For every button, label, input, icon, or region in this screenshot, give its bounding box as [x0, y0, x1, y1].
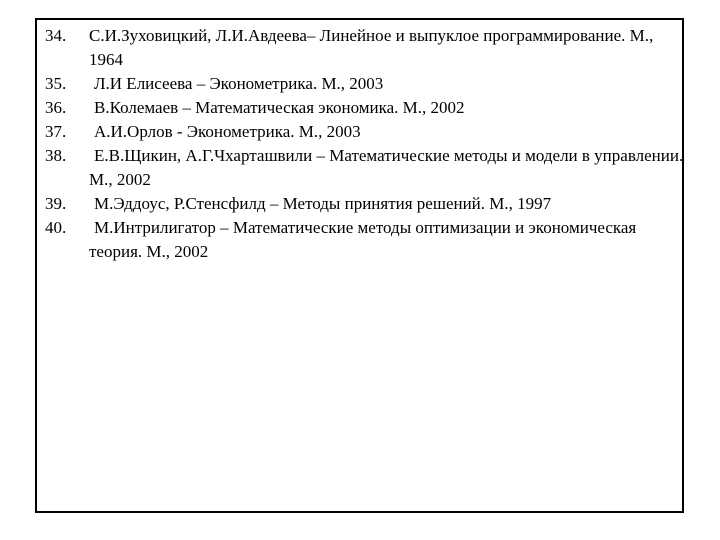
- reference-item: [45, 24, 685, 72]
- reference-number: 35.: [45, 74, 67, 93]
- reference-text: С.И.Зуховицкий, Л.И.Авдеева– Линейное и выпуклое программирование. М., 1964: [89, 26, 654, 69]
- reference-number: 38.: [45, 146, 67, 165]
- reference-number: 34.: [45, 26, 67, 45]
- reference-item: [45, 192, 685, 216]
- reference-item: [45, 96, 685, 120]
- reference-item: [45, 72, 685, 96]
- reference-number: 40.: [45, 218, 67, 237]
- reference-item: [45, 216, 685, 264]
- reference-number: 37.: [45, 122, 67, 141]
- reference-item: [45, 144, 685, 192]
- reference-text: М.Эддоус, Р.Стенсфилд – Методы принятия решений. М., 1997: [94, 194, 552, 213]
- reference-text: Л.И Елисеева – Эконометрика. М., 2003: [94, 74, 384, 93]
- reference-list: [45, 24, 685, 264]
- reference-text: А.И.Орлов - Эконометрика. М., 2003: [94, 122, 361, 141]
- reference-text: В.Колемаев – Математическая экономика. М., 2002: [94, 98, 465, 117]
- reference-text: М.Интрилигатор – Математические методы оптимизации и экономическая теория. М., 2002: [89, 218, 637, 261]
- reference-text: Е.В.Щикин, А.Г.Чхарташвили – Математические методы и модели в управлении. М., 2002: [89, 146, 684, 189]
- reference-number: 36.: [45, 98, 67, 117]
- reference-number: 39.: [45, 194, 67, 213]
- reference-item: [45, 120, 685, 144]
